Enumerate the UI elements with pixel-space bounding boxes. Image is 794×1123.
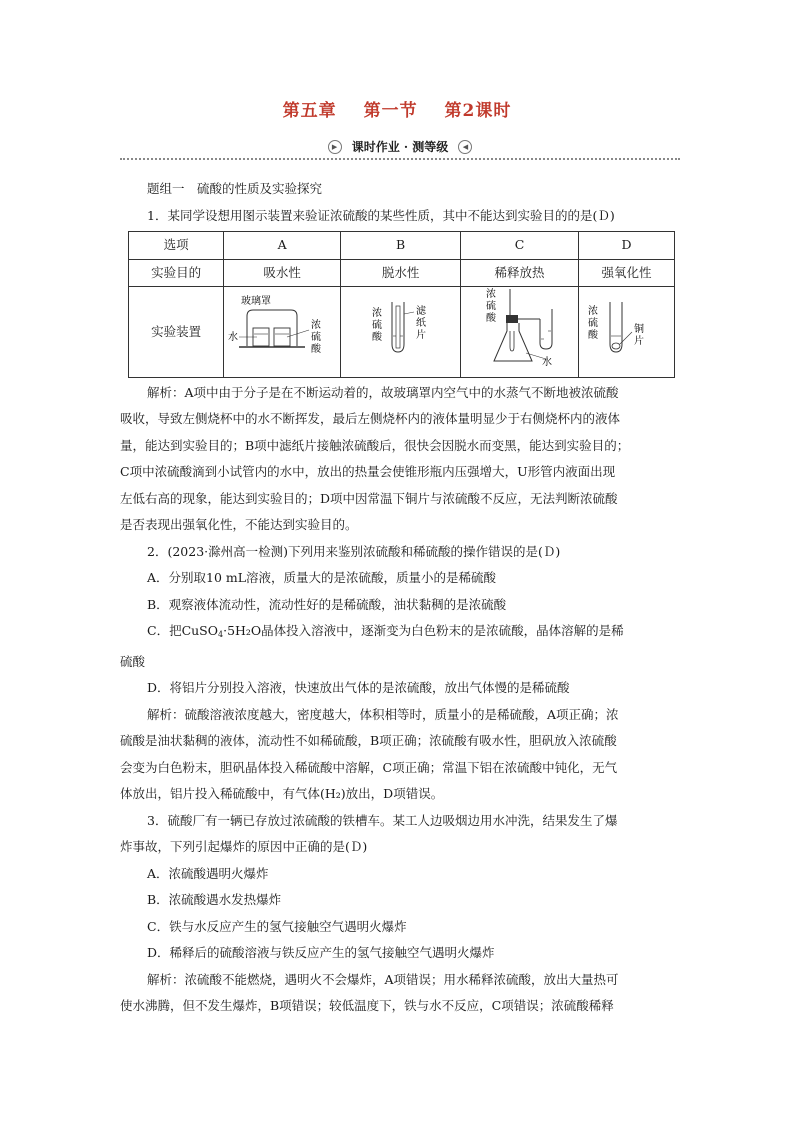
q1-analysis-line: 左低右高的现象，能达到实验目的；D项中因常温下铜片与浓硫酸不反应，无法判断浓硫酸 — [120, 490, 618, 506]
diagram-label: 浓 — [485, 289, 496, 300]
subscript: 4 — [218, 630, 224, 639]
diagram-label: 硫 — [587, 318, 598, 329]
q3-stem: 炸事故，下列引起爆炸的原因中正确的是(Ｄ) — [120, 839, 368, 854]
q3-option-a: A．浓硫酸遇明火爆炸 — [147, 865, 269, 881]
diagram-label: 水 — [541, 357, 552, 367]
table-cell: 选项 — [129, 232, 224, 260]
table-row — [129, 232, 675, 260]
q3-analysis-line: 使水沸腾，但不发生爆炸，B项错误；较低温度下，铁与水不反应，C项错误；浓硫酸稀释 — [120, 998, 614, 1013]
table-cell: B — [341, 232, 461, 260]
diagram-label: 酸 — [485, 313, 496, 324]
lesson-label: 第2课时 — [444, 101, 512, 121]
table-cell — [341, 287, 461, 378]
table-cell — [224, 287, 341, 378]
q3-stem: 3．硫酸厂有一辆已存放过浓硫酸的铁槽车。某工人边吸烟边用水冲洗，结果发生了爆 — [147, 812, 618, 828]
table-cell: 脱水性 — [341, 259, 461, 287]
test-tube-paper-diagram — [346, 290, 456, 364]
q1-analysis-line: 解析：A项中由于分子是在不断运动着的，故玻璃罩内空气中的水蒸气不断地被浓硫酸 — [147, 384, 619, 400]
table-cell — [579, 287, 675, 378]
bell-jar-apparatus-diagram — [227, 290, 337, 364]
diagram-label: 酸 — [587, 330, 598, 341]
table-row — [129, 259, 675, 287]
diagram-label: 硫 — [311, 332, 322, 343]
diagram-label: 铜 — [633, 324, 644, 335]
q1-analysis-line: 吸收，导致左侧烧杯中的水不断挥发，最后左侧烧杯内的液体量明显少于右侧烧杯内的液体 — [120, 411, 621, 426]
section-label: 第一节 — [363, 101, 418, 121]
table-cell: 稀释放热 — [461, 259, 579, 287]
diagram-label: 片 — [415, 330, 426, 341]
diagram-label: 纸 — [415, 318, 426, 329]
q2-option-c-text: ·5H₂O晶体投入溶液中，逐渐变为白色粉末的是浓硫酸，晶体溶解的是稀 — [223, 623, 624, 638]
diagram-label: 浓 — [371, 308, 382, 319]
q2-option-b: B．观察液体流动性，流动性好的是稀硫酸，油状黏稠的是浓硫酸 — [147, 596, 507, 612]
q2-analysis-line: 体放出，铝片投入稀硫酸中，有气体(H₂)放出，D项错误。 — [120, 786, 444, 801]
diagram-label: 滤 — [415, 306, 426, 317]
diagram-label: 玻璃罩 — [241, 296, 272, 307]
table-cell: 实验目的 — [129, 259, 224, 287]
q2-analysis-line: 硫酸是油状黏稠的液体，流动性不如稀硫酸，B项正确；浓硫酸有吸水性，胆矾放入浓硫酸 — [120, 733, 617, 748]
q2-option-d: D．将铝片分别投入溶液，快速放出气体的是浓硫酸，放出气体慢的是稀硫酸 — [147, 680, 570, 695]
diagram-label: 浓 — [311, 320, 322, 331]
table-cell: 吸水性 — [224, 259, 341, 287]
diagram-label: 硫 — [371, 320, 382, 331]
q1-analysis-line: 量，能达到实验目的；B项中滤纸片接触浓硫酸后，很快会因脱水而变黑，能达到实验目的； — [120, 437, 630, 453]
diagram-label: 酸 — [311, 344, 322, 355]
table-cell: D — [579, 232, 675, 260]
banner-label: 课时作业 · 测等级 — [351, 140, 449, 154]
q2-option-c-cont: 硫酸 — [120, 653, 146, 669]
section-banner — [120, 138, 680, 158]
q1-table — [128, 231, 675, 378]
table-cell: 实验装置 — [129, 287, 224, 378]
page-title — [0, 96, 794, 121]
q2-option-a: A．分别取10 mL溶液，质量大的是浓硫酸，质量小的是稀硫酸 — [147, 570, 497, 585]
q2-analysis-line: 会变为白色粉末，胆矾晶体投入稀硫酸中溶解，C项正确；常温下铝在浓硫酸中钝化，无气 — [120, 759, 618, 775]
group-title: 题组一 硫酸的性质及实验探究 — [147, 181, 323, 196]
q3-option-d: D．稀释后的硫酸溶液与铁反应产生的氢气接触空气遇明火爆炸 — [147, 945, 495, 960]
q3-option-c: C．铁与水反应产生的氢气接触空气遇明火爆炸 — [147, 918, 407, 934]
table-cell: A — [224, 232, 341, 260]
table-cell — [461, 287, 579, 378]
arrow-right-icon: ▶ — [328, 140, 342, 154]
table-cell: 强氧化性 — [579, 259, 675, 287]
diagram-label: 水 — [228, 332, 239, 343]
document-body — [120, 176, 680, 1020]
q1-stem: 1．某同学设想用图示装置来验证浓硫酸的某些性质，其中不能达到实验目的的是(Ｄ) — [147, 207, 615, 223]
q2-option-c-text: C．把CuSO — [147, 623, 218, 638]
diagram-label: 硫 — [485, 301, 496, 312]
diagram-label: 片 — [633, 336, 644, 347]
q2-stem: 2．(2023·滁州高一检测)下列用来鉴别浓硫酸和稀硫酸的操作错误的是(Ｄ) — [147, 543, 561, 559]
q3-analysis-line: 解析：浓硫酸不能燃烧，遇明火不会爆炸，A项错误；用水稀释浓硫酸，放出大量热可 — [147, 971, 619, 987]
chapter-label: 第五章 — [282, 101, 337, 121]
q1-analysis-line: C项中浓硫酸滴到小试管内的水中，放出的热量会使锥形瓶内压强增大，U形管内液面出现 — [120, 464, 616, 479]
q2-analysis-line: 解析：硫酸溶液浓度越大，密度越大，体积相等时，质量小的是稀硫酸，A项正确；浓 — [147, 706, 619, 722]
dotted-divider — [120, 158, 680, 160]
table-row — [129, 287, 675, 378]
q2-option-c — [120, 618, 680, 649]
table-cell: C — [461, 232, 579, 260]
diagram-label: 酸 — [371, 332, 382, 343]
arrow-left-icon: ◀ — [458, 140, 472, 154]
diagram-label: 浓 — [587, 306, 598, 317]
q3-option-b: B．浓硫酸遇水发热爆炸 — [147, 892, 282, 907]
flask-u-tube-diagram — [464, 287, 576, 367]
q1-analysis-line: 是否表现出强氧化性，不能达到实验目的。 — [120, 517, 358, 532]
copper-test-tube-diagram — [582, 290, 672, 364]
